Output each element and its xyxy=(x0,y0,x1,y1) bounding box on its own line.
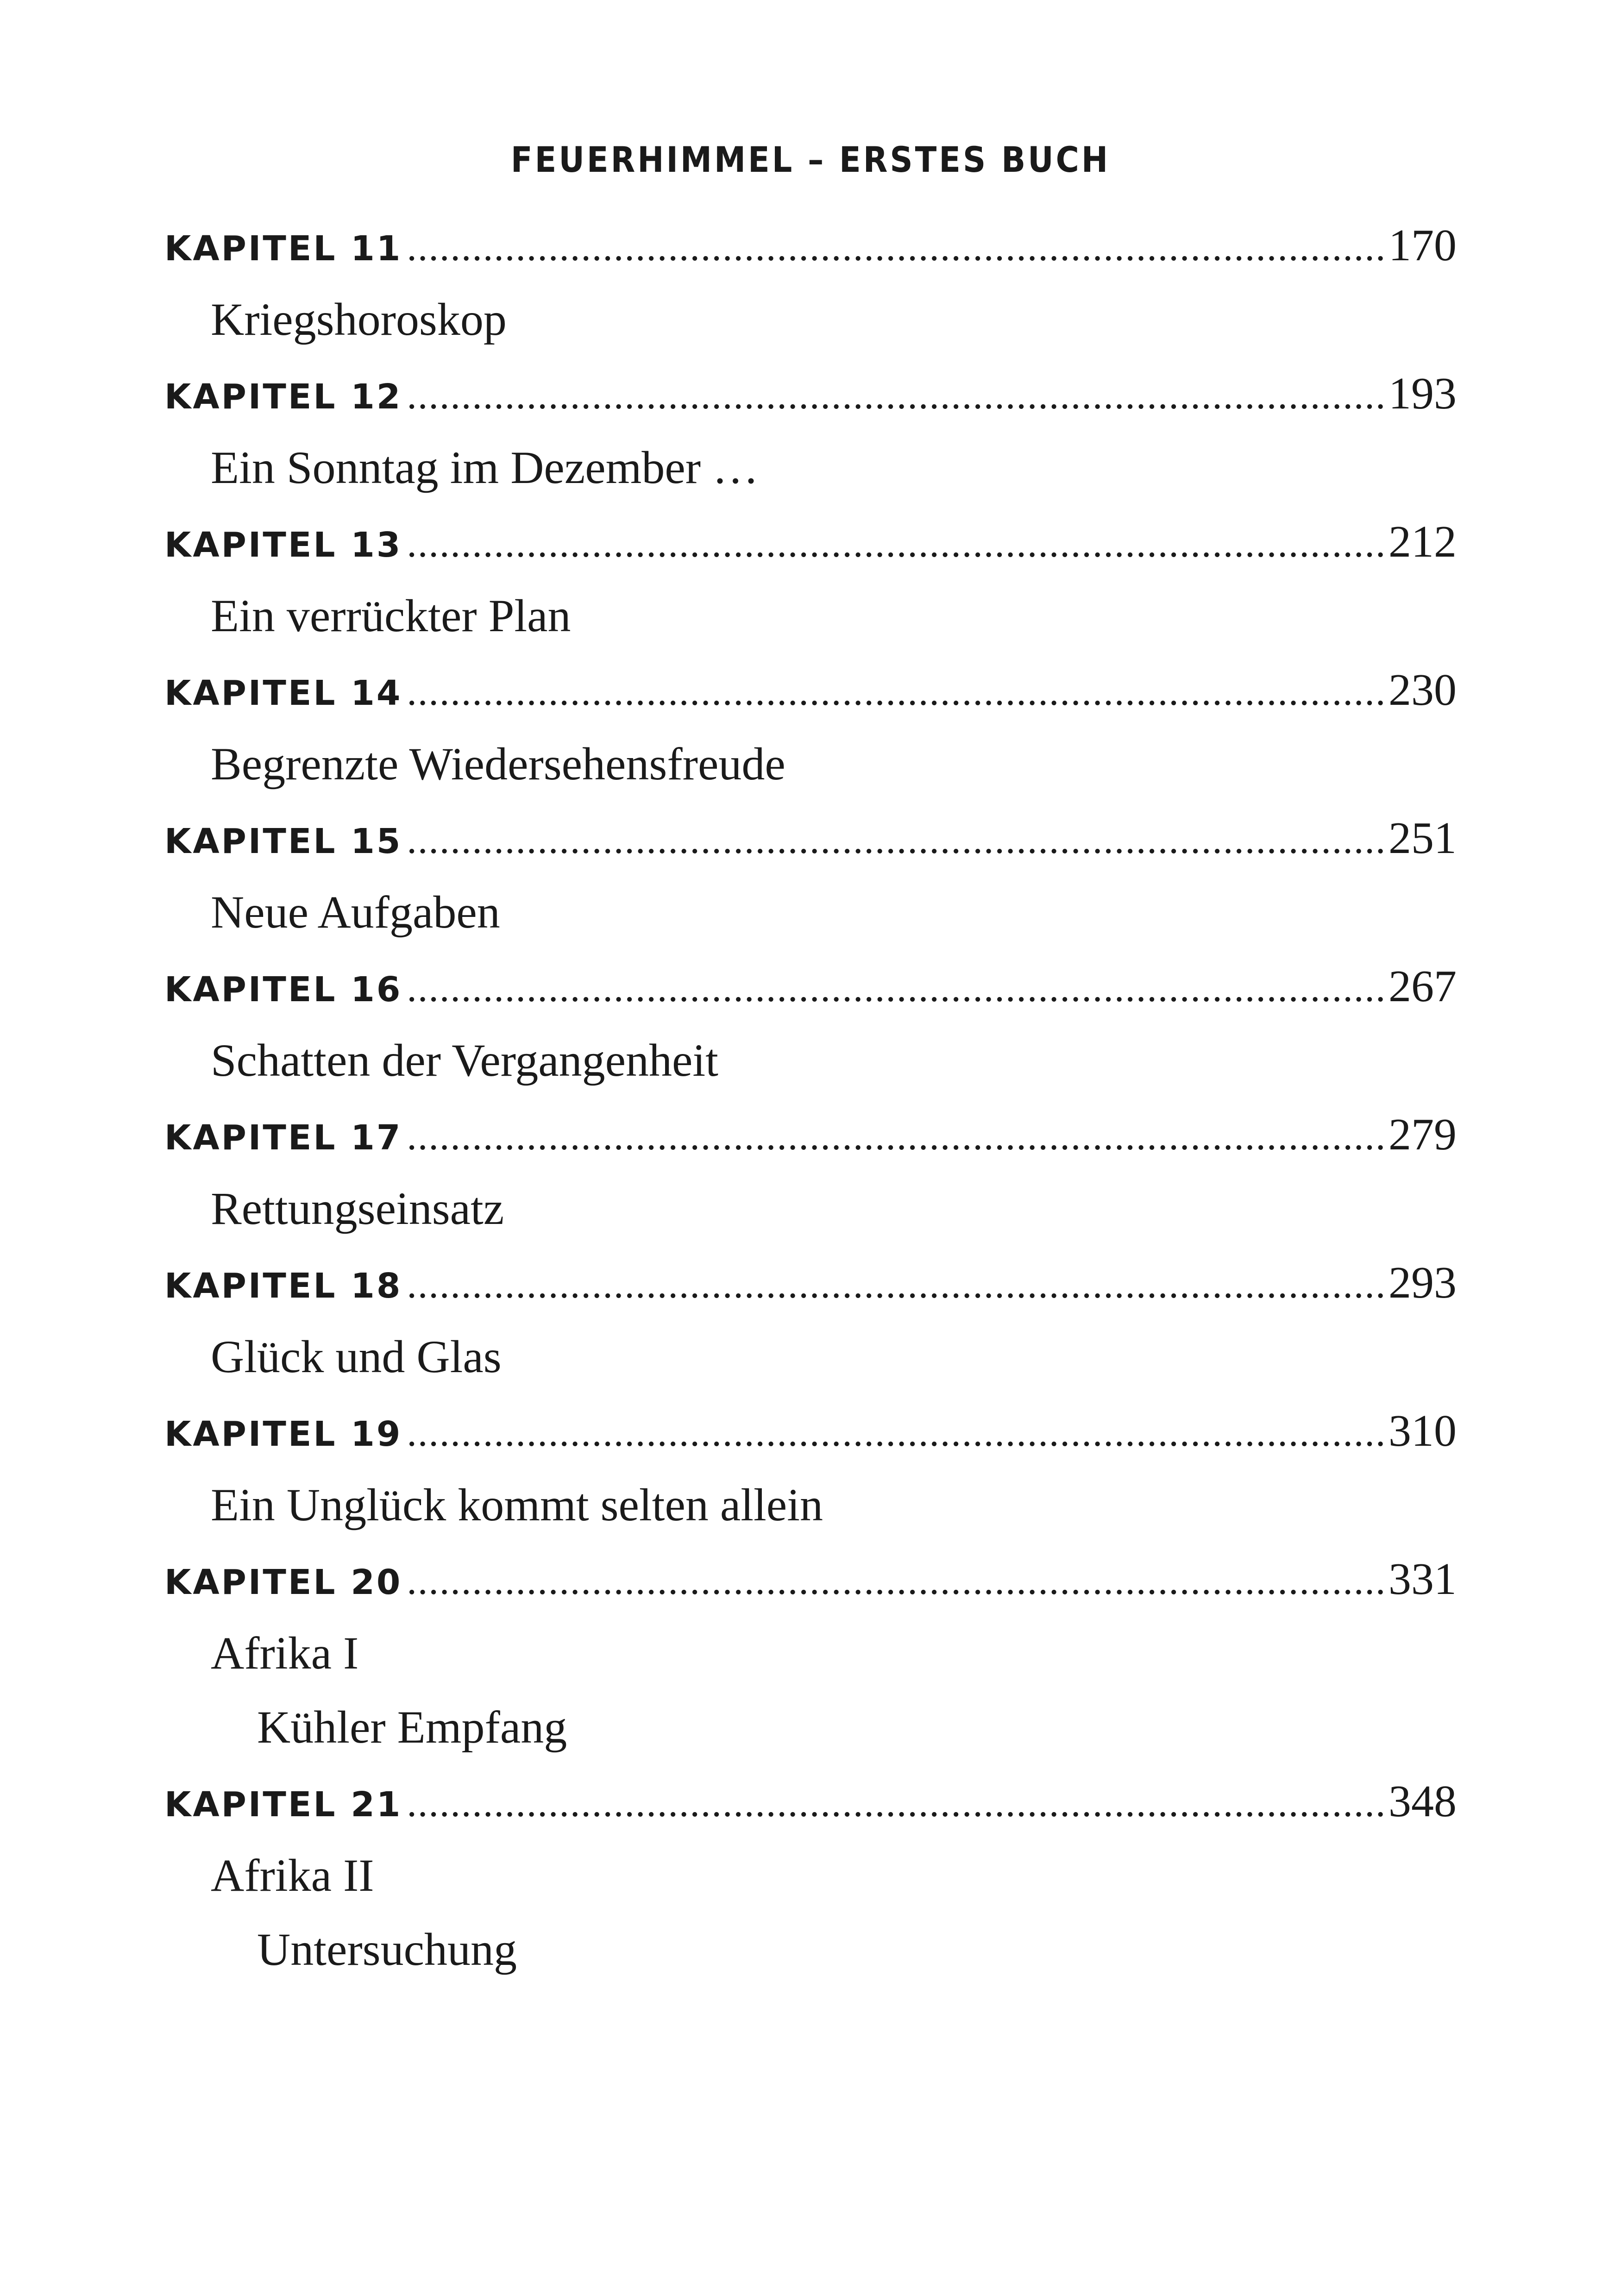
toc-entry-line[interactable] xyxy=(164,653,1457,727)
toc-entry-line[interactable] xyxy=(164,1394,1457,1468)
toc-entry-line[interactable] xyxy=(164,357,1457,431)
chapter-title: Ein verrückter Plan xyxy=(211,590,571,641)
chapter-label: KAPITEL 16 xyxy=(164,970,402,1010)
toc-entry xyxy=(164,208,1457,357)
chapter-title: Rettungseinsatz xyxy=(211,1183,504,1234)
toc-entry-line[interactable] xyxy=(164,949,1457,1023)
chapter-title: Glück und Glas xyxy=(211,1331,502,1382)
chapter-title: Ein Sonntag im Dezember … xyxy=(211,442,759,493)
chapter-title: Schatten der Vergangenheit xyxy=(211,1035,718,1086)
page-number: 193 xyxy=(1389,369,1457,419)
page-number: 251 xyxy=(1389,813,1457,863)
toc-entry xyxy=(164,357,1457,505)
chapter-label: KAPITEL 19 xyxy=(164,1414,402,1454)
page-number: 170 xyxy=(1389,220,1457,270)
chapter-label: KAPITEL 20 xyxy=(164,1562,402,1602)
toc-entry xyxy=(164,505,1457,653)
chapter-subtitle: Kühler Empfang xyxy=(257,1701,567,1753)
toc-entry-line[interactable] xyxy=(164,1542,1457,1616)
page-number: 267 xyxy=(1389,961,1457,1011)
chapter-label: KAPITEL 12 xyxy=(164,377,402,417)
toc-entry xyxy=(164,801,1457,949)
toc-entry xyxy=(164,1764,1457,1987)
dot-leader xyxy=(407,654,1384,728)
chapter-label: KAPITEL 15 xyxy=(164,822,402,861)
chapter-title: Afrika II xyxy=(211,1850,374,1901)
dot-leader xyxy=(407,1543,1384,1618)
dot-leader xyxy=(407,358,1384,432)
dot-leader xyxy=(407,1395,1384,1469)
dot-leader xyxy=(407,803,1384,877)
toc-entry-line[interactable] xyxy=(164,1246,1457,1320)
toc-entry-line[interactable] xyxy=(164,1098,1457,1172)
toc-entry xyxy=(164,1394,1457,1542)
dot-leader xyxy=(407,1247,1384,1321)
chapter-label: KAPITEL 17 xyxy=(164,1118,402,1158)
dot-leader xyxy=(407,1099,1384,1173)
dot-leader xyxy=(407,210,1384,284)
toc-entry-line[interactable] xyxy=(164,505,1457,579)
page-number: 279 xyxy=(1389,1110,1457,1160)
chapter-label: KAPITEL 14 xyxy=(164,673,402,713)
page-number: 293 xyxy=(1389,1258,1457,1308)
dot-leader xyxy=(407,1766,1384,1840)
chapter-label: KAPITEL 11 xyxy=(164,229,402,269)
dot-leader xyxy=(407,506,1384,580)
chapter-subtitle: Untersuchung xyxy=(257,1924,517,1975)
chapter-label: KAPITEL 13 xyxy=(164,525,402,565)
table-of-contents xyxy=(164,208,1457,1987)
toc-entry-line[interactable] xyxy=(164,801,1457,875)
toc-entry xyxy=(164,1542,1457,1764)
page-number: 310 xyxy=(1389,1406,1457,1456)
page-number: 331 xyxy=(1389,1554,1457,1604)
page-number: 230 xyxy=(1389,665,1457,715)
chapter-label: KAPITEL 21 xyxy=(164,1785,402,1825)
running-head: FEUERHIMMEL – ERSTES BUCH xyxy=(510,139,1111,180)
chapter-title: Neue Aufgaben xyxy=(211,886,500,938)
toc-entry xyxy=(164,949,1457,1098)
chapter-label: KAPITEL 18 xyxy=(164,1266,402,1306)
page-number: 348 xyxy=(1389,1776,1457,1826)
chapter-title: Afrika I xyxy=(211,1627,359,1679)
toc-entry xyxy=(164,1098,1457,1246)
toc-entry xyxy=(164,653,1457,801)
page-number: 212 xyxy=(1389,517,1457,567)
chapter-title: Ein Unglück kommt selten allein xyxy=(211,1479,823,1531)
chapter-title: Kriegshoroskop xyxy=(211,294,507,345)
toc-entry xyxy=(164,1246,1457,1394)
toc-entry-line[interactable] xyxy=(164,208,1457,282)
toc-entry-line[interactable] xyxy=(164,1764,1457,1838)
dot-leader xyxy=(407,951,1384,1025)
chapter-title: Begrenzte Wiedersehensfreude xyxy=(211,738,785,790)
